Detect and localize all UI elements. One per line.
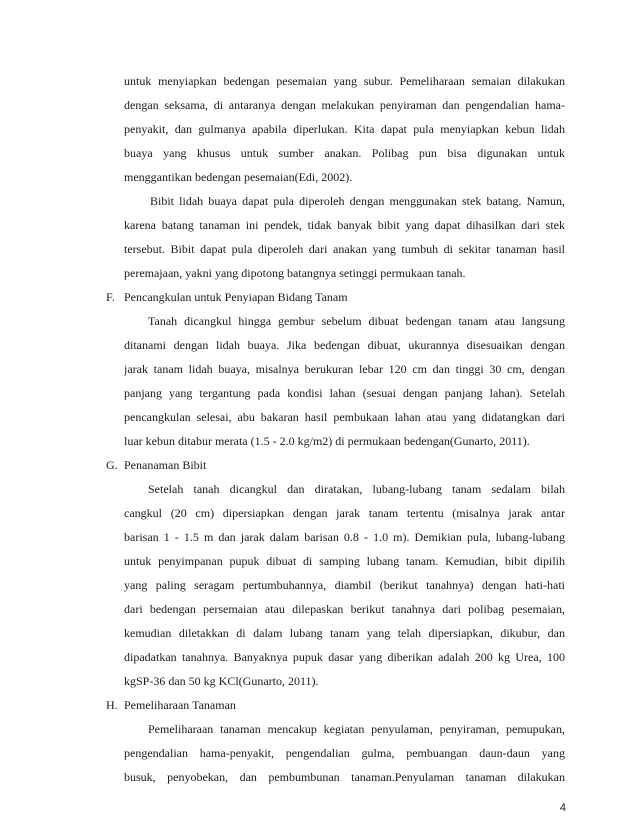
body-text-line: tersebut. Bibit dapat pula diperoleh dari anakan yang tumbuh di sekitar tanaman hasil (124, 242, 565, 256)
body-text-line: panjang yang tergantung pada kondisi lahan (sesuai dengan panjang lahan). Setelah (124, 386, 565, 400)
body-text-line: jarak tanam lidah buaya, misalnya berukuran lebar 120 cm dan tinggi 30 cm, dengan (124, 362, 565, 376)
section-letter: F. (106, 290, 115, 304)
body-text-line: Bibit lidah buaya dapat pula diperoleh dengan menggunakan stek batang. Namun, (150, 194, 565, 208)
body-text-line: dipadatkan tanahnya. Banyaknya pupuk dasar yang diberikan adalah 200 kg Urea, 100 (124, 650, 565, 664)
page-number: 4 (559, 802, 566, 814)
section-letter: H. (106, 698, 118, 712)
body-text-line: penyakit, dan gulmanya apabila diperlukan. Kita dapat pula menyiapkan kebun lidah (124, 122, 565, 136)
body-text-line: pencangkulan selesai, abu bakaran hasil pembukaan lahan atau yang didatangkan dari (124, 410, 565, 424)
body-text-line: pengendalian hama-penyakit, pengendalian gulma, pembuangan daun-daun yang (124, 746, 565, 760)
section-title: Pencangkulan untuk Penyiapan Bidang Tanam (124, 290, 348, 304)
body-text-line: Setelah tanah dicangkul dan diratakan, lubang-lubang tanam sedalam bilah (148, 482, 565, 496)
body-text-line: peremajaan, yakni yang dipotong batangnya setinggi permukaan tanah. (124, 266, 466, 280)
body-text-line: luar kebun ditabur merata (1.5 - 2.0 kg/m2) di permukaan bedengan(Gunarto, 2011). (124, 434, 530, 448)
section-letter: G. (106, 458, 118, 472)
body-text-line: menggantikan bedengan pesemaian(Edi, 2002). (124, 170, 353, 184)
body-text-line: ditanami dengan lidah buaya. Jika bedengan dibuat, ukurannya disesuaikan dengan (124, 338, 565, 352)
body-text-line: untuk menyiapkan bedengan pesemaian yang subur. Pemeliharaan semaian dilakukan (124, 74, 565, 88)
section-heading-h (106, 696, 566, 714)
body-text-line: yang paling seragam pertumbuhannya, diambil (berikut tanahnya) dengan hati-hati (124, 578, 565, 592)
body-text-line: buaya yang khusus untuk sumber anakan. Polibag pun bisa digunakan untuk (124, 146, 565, 160)
body-text-line: Pemeliharaan tanaman mencakup kegiatan penyulaman, penyiraman, pemupukan, (148, 722, 565, 736)
body-text-line: kgSP-36 dan 50 kg KCl(Gunarto, 2011). (124, 674, 319, 688)
body-text-line: untuk penyimpanan pupuk dibuat di samping lubang tanam. Kemudian, bibit dipilih (124, 554, 565, 568)
section-title: Pemeliharaan Tanaman (124, 698, 236, 712)
body-text-line: dari bedengan persemaian atau dilepaskan berikut tanahnya dari polibag pesemaian, (124, 602, 565, 616)
body-text-line: kemudian diletakkan di dalam lubang tanam yang telah dipersiapkan, dikubur, dan (124, 626, 565, 640)
body-text-line: Tanah dicangkul hingga gembur sebelum dibuat bedengan tanam atau langsung (148, 314, 565, 328)
section-heading-f (106, 288, 566, 306)
section-title: Penanaman Bibit (124, 458, 207, 472)
body-text-line: dengan seksama, di antaranya dengan melakukan penyiraman dan pengendalian hama- (124, 98, 565, 112)
body-text-line: karena batang tanaman ini pendek, tidak banyak bibit yang dapat dihasilkan dari stek (124, 218, 565, 232)
section-heading-g (106, 456, 566, 474)
body-text-line: busuk, penyobekan, dan pembumbunan tanaman.Penyulaman tanaman dilakukan (124, 770, 565, 784)
body-text-line: barisan 1 - 1.5 m dan jarak dalam barisan 0.8 - 1.0 m). Demikian pula, lubang-lubang (124, 530, 565, 544)
body-text-line: cangkul (20 cm) dipersiapkan dengan jarak tanam tertentu (misalnya jarak antar (124, 506, 565, 520)
